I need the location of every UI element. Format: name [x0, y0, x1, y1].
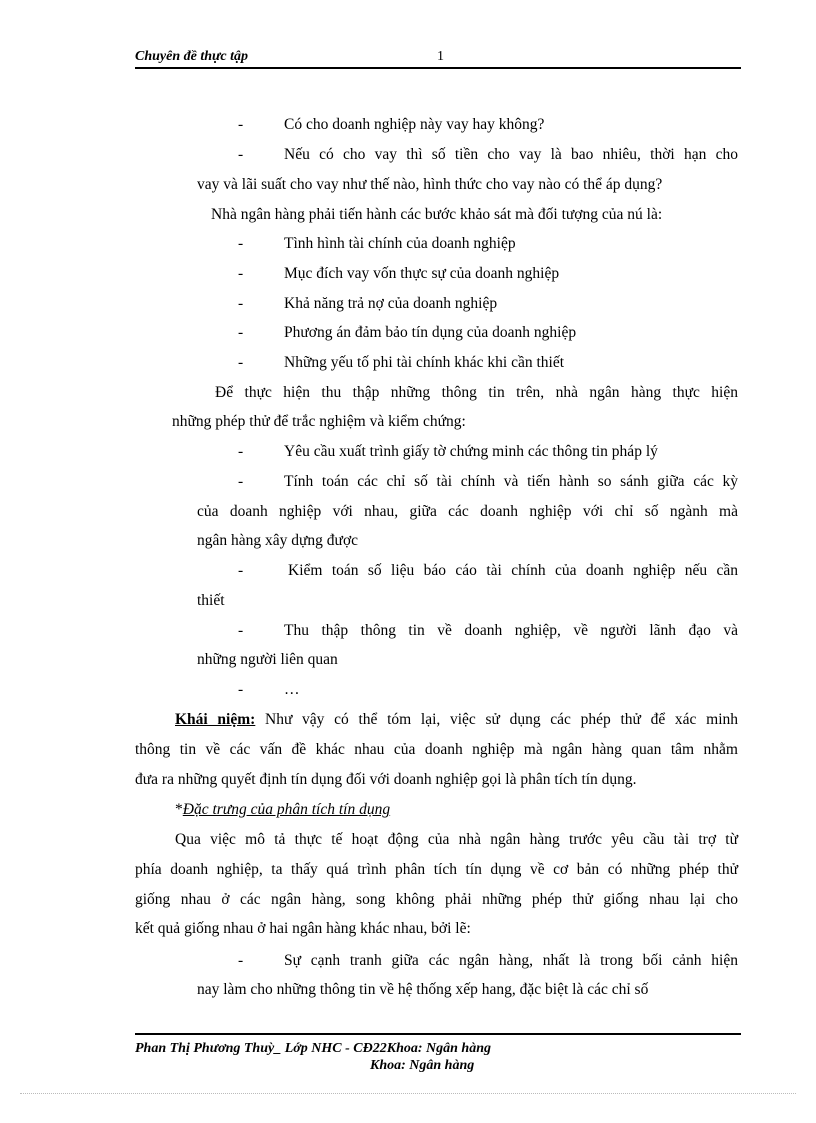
bullet-dash: -: [238, 265, 244, 282]
section-prefix: *: [175, 801, 183, 818]
text-line: Nếu có cho vay thì số tiền cho vay là bao nhiêu, thời hạn cho: [284, 146, 738, 163]
bullet-dash: -: [238, 952, 244, 969]
bullet-dash: -: [238, 116, 244, 133]
section-heading: [175, 800, 390, 820]
bullet-dash: -: [238, 562, 244, 579]
text-line: thông tin về các vấn đề khác nhau của doanh nghiệp mà ngân hàng quan tâm nhằm: [135, 741, 738, 758]
footer-rule: [135, 1033, 741, 1035]
text-line: nay làm cho những thông tin về hệ thống xếp hang, đặc biệt là các chỉ số: [197, 981, 649, 998]
text-line: ngân hàng xây dựng được: [197, 532, 359, 549]
text-line: thiết: [197, 592, 225, 609]
text-line: Yêu cầu xuất trình giấy tờ chứng minh các thông tin pháp lý: [284, 443, 658, 460]
bullet-dash: -: [238, 324, 244, 341]
text-line: Tính toán các chỉ số tài chính và tiến hành so sánh giữa các kỳ: [284, 473, 738, 490]
bullet-dash: -: [238, 354, 244, 371]
text-line: Những yếu tố phi tài chính khác khi cần thiết: [284, 354, 565, 371]
footer-faculty: Khoa: Ngân hàng: [370, 1058, 475, 1073]
bullet-dash: -: [238, 146, 244, 163]
text-line: giống nhau ở các ngân hàng, song không phải những phép thử giống nhau lại cho: [135, 891, 738, 908]
text-line: Qua việc mô tả thực tế hoạt động của nhà ngân hàng trước yêu cầu tài trợ từ: [175, 831, 738, 848]
text-line: vay và lãi suất cho vay như thế nào, hình thức cho vay nào có thể áp dụng?: [197, 176, 663, 193]
text-line: của doanh nghiệp với nhau, giữa các doanh nghiệp với chỉ số ngành mà: [197, 503, 738, 520]
bullet-dash: -: [238, 622, 244, 639]
text-line: kết quả giống nhau ở hai ngân hàng khác nhau, bởi lẽ:: [135, 920, 471, 937]
concept-label: Khái niệm:: [175, 711, 256, 728]
header-rule: [135, 67, 741, 69]
header-title: Chuyên đề thực tập: [135, 49, 249, 64]
text-line: Khả năng trả nợ của doanh nghiệp: [284, 295, 498, 312]
text-line: đưa ra những quyết định tín dụng đối với doanh nghiệp gọi là phân tích tín dụng.: [135, 771, 637, 788]
bullet-dash: -: [238, 295, 244, 312]
text-line: những phép thử để trắc nghiệm và kiểm chứng:: [172, 413, 466, 430]
bullet-dash: -: [238, 235, 244, 252]
text-line: Mục đích vay vốn thực sự của doanh nghiệp: [284, 265, 560, 282]
text-line: Để thực hiện thu thập những thông tin trên, nhà ngân hàng thực hiện: [215, 384, 738, 401]
text-line: Kiểm toán số liệu báo cáo tài chính của doanh nghiệp nếu cần: [288, 562, 738, 579]
page-number: 1: [437, 49, 444, 64]
concept-text: Như vậy có thể tóm lại, việc sử dụng các phép thử để xác minh: [265, 711, 738, 728]
footer-author: Phan Thị Phương Thuỳ_ Lớp NHC - CĐ22Khoa: Ngân hàng: [135, 1041, 491, 1056]
text-line: Có cho doanh nghiệp này vay hay không?: [284, 116, 545, 133]
text-line: Phương án đảm bảo tín dụng của doanh nghiệp: [284, 324, 577, 341]
text-line: phía doanh nghiệp, ta thấy quá trình phân tích tín dụng về cơ bản có những phép thử: [135, 861, 738, 878]
text-line: Tình hình tài chính của doanh nghiệp: [284, 235, 516, 252]
text-line: Sự cạnh tranh giữa các ngân hàng, nhất là trong bối cảnh hiện: [284, 952, 738, 969]
bullet-dash: -: [238, 443, 244, 460]
bullet-dash: -: [238, 473, 244, 490]
page-edge-divider: [20, 1093, 796, 1094]
text-line: Thu thập thông tin về doanh nghiệp, về người lãnh đạo và: [284, 622, 738, 639]
section-title: Đặc trưng của phân tích tín dụng: [182, 801, 391, 818]
bullet-dash: -: [238, 681, 244, 698]
concept-line: [175, 710, 738, 730]
text-line: …: [284, 681, 300, 698]
text-line: Nhà ngân hàng phải tiến hành các bước khảo sát mà đối tượng của nú là:: [211, 206, 663, 223]
text-line: những người liên quan: [197, 651, 338, 668]
